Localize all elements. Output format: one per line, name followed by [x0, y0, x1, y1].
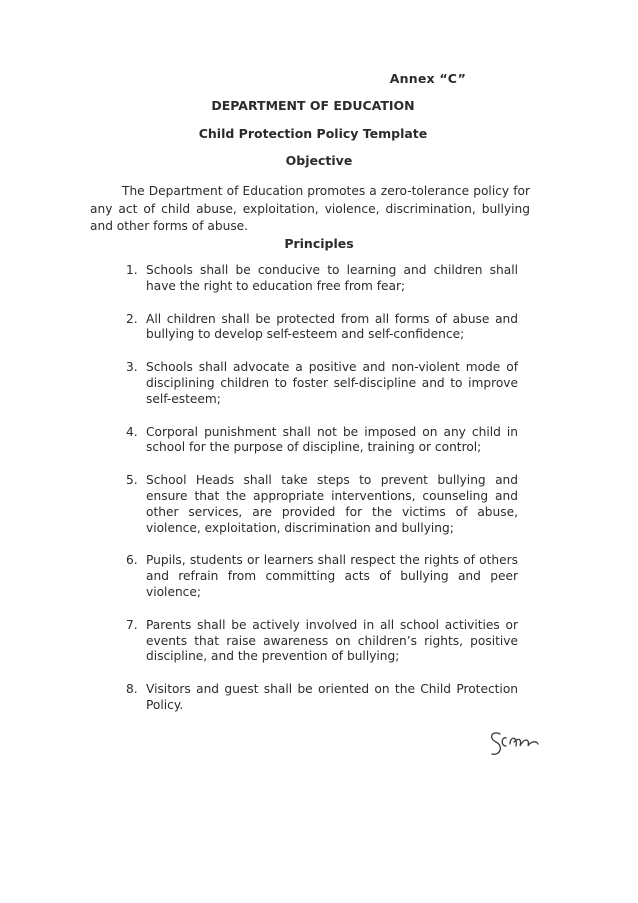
principles-heading: Principles — [284, 236, 354, 251]
objective-heading: Objective — [285, 153, 353, 168]
principle-number: 1. — [126, 263, 138, 277]
principle-text: Schools shall be conducive to learning and children shall have the right to education free from fear; — [146, 263, 518, 293]
document-subtitle: Child Protection Policy Template — [198, 126, 428, 141]
objective-paragraph: The Department of Education promotes a zero-tolerance policy for any act of child abuse, exploitation, violence, discrimination, bullying and other forms of abuse. — [90, 184, 530, 234]
principle-text: Parents shall be actively involved in all school activities or events that raise awareness on children’s rights, positive discipline, and the prevention of bullying; — [146, 617, 518, 664]
principle-text: All children shall be protected from all forms of abuse and bullying to develop self-esteem and self-confidence; — [146, 311, 518, 342]
principle-item — [126, 360, 518, 407]
principle-text: School Heads shall take steps to prevent bullying and ensure that the appropriate interventions, counseling and other services, are provided for the victims of abuse, violence, exploitation, discrimination and bullying; — [146, 473, 518, 535]
principle-number: 8. — [126, 682, 138, 697]
principle-text: Visitors and guest shall be oriented on the Child Protection Policy. — [146, 682, 518, 712]
principle-item — [126, 473, 518, 536]
principle-text: Schools shall advocate a positive and non-violent mode of disciplining children to foster self-discipline and to improve self-esteem; — [146, 360, 518, 406]
department-title: DEPARTMENT OF EDUCATION — [211, 98, 415, 113]
principle-text: Corporal punishment shall not be imposed on any child in school for the purpose of discipline, training or control; — [146, 424, 518, 455]
principle-number: 4. — [126, 424, 138, 439]
principle-item — [126, 682, 518, 714]
principle-item — [126, 618, 518, 665]
principle-number: 6. — [126, 553, 138, 568]
principle-number: 5. — [126, 473, 138, 488]
handwritten-signature — [484, 724, 544, 764]
principles-list — [126, 263, 518, 714]
principle-number: 7. — [126, 617, 138, 632]
principle-item — [126, 425, 518, 457]
principle-number: 3. — [126, 360, 138, 375]
principle-item — [126, 312, 518, 344]
principle-item — [126, 553, 518, 600]
principle-item — [126, 263, 518, 295]
annex-label: Annex “C” — [389, 71, 466, 86]
principle-number: 2. — [126, 311, 138, 326]
principle-text: Pupils, students or learners shall respect the rights of others and refrain from committing acts of bullying and peer violence; — [146, 553, 518, 599]
